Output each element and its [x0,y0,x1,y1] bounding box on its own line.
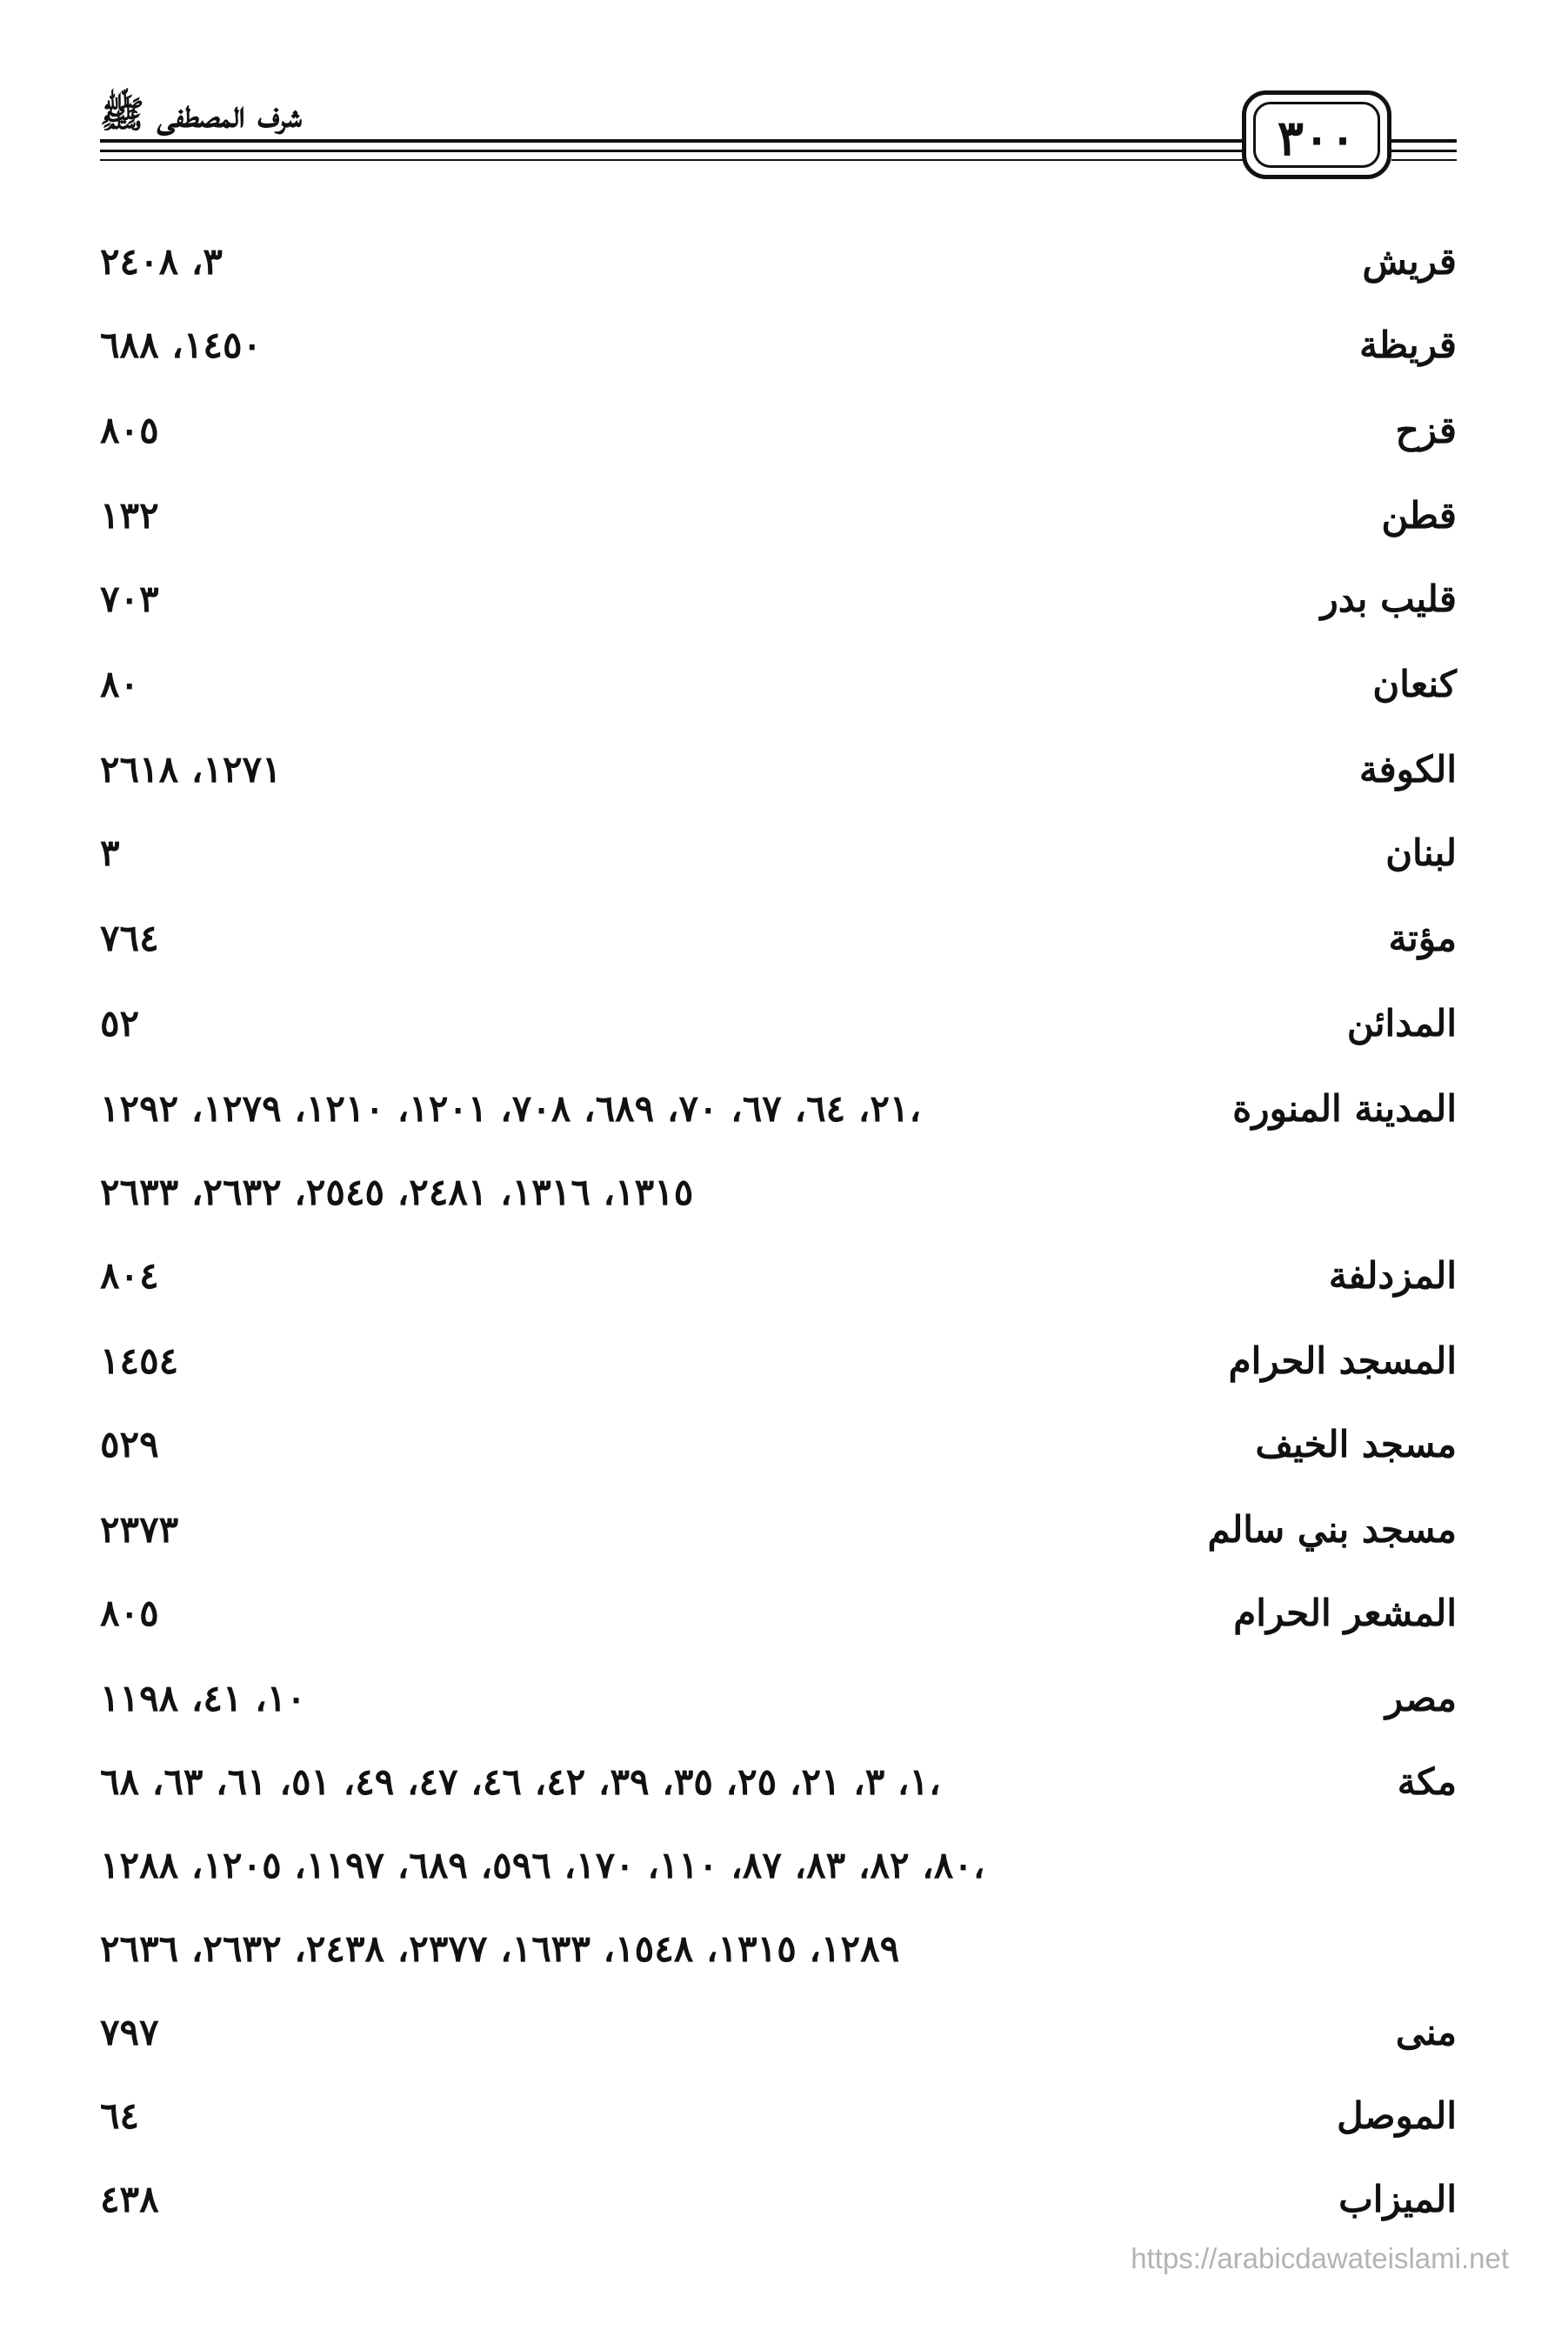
page-references: ١٤٥٤ [100,1339,179,1382]
index-entry [100,1499,1457,1578]
page-references: ٢١، ٦٤، ٦٧، ٧٠، ٦٨٩، ٧٠٨، ١٢٠١، ١٢١٠، ١٢٧٩، ١٢٩٢، [100,1087,922,1130]
index-entry [100,993,1457,1072]
page-references-continuation [100,1162,1457,1240]
page-references: ٧٦٤ [100,917,159,959]
index-term: المدائن [1346,1002,1457,1045]
page-references: ٣ [100,831,120,874]
page-references-continuation [100,1835,1457,1913]
index-entry [100,1414,1457,1492]
index-term: مسجد الخيف [1255,1423,1457,1465]
index-term: مصر [1385,1677,1457,1719]
page-references: ٨٠٥ [100,1592,159,1634]
index-term: مكة [1397,1760,1457,1803]
index-term: كنعان [1372,663,1457,705]
page-references: ١٠، ٤١، ١١٩٨ [100,1677,306,1719]
page-references: ١، ٣، ٢١، ٢٥، ٣٥، ٣٩، ٤٢، ٤٦، ٤٧، ٤٩، ٥١، ٦١، ٦٣، ٦٨، [100,1760,941,1803]
page-references: ٨٠٥ [100,409,159,451]
book-title: شرف المصطفى ﷺ [100,93,303,136]
index-entry [100,1583,1457,1661]
page-references: ٧٩٧ [100,2011,159,2053]
index-entry [100,2002,1457,2080]
index-entry [100,654,1457,732]
index-term: لبنان [1385,831,1457,874]
page-references: ١٣٢ [100,494,159,537]
website-watermark: https://arabicdawateislami.net [1131,2242,1509,2274]
page-references: ٨٠٤ [100,1254,159,1297]
page-references: ٧٠٣ [100,577,159,620]
index-entry [100,1331,1457,1409]
index-term: الميزاب [1338,2178,1457,2220]
index-term: المسجد الحرام [1228,1339,1457,1382]
page-references: ٣، ٢٤٠٨ [100,240,223,283]
index-entry [100,315,1457,393]
index-entry [100,1245,1457,1324]
index-term: قزح [1395,409,1457,451]
index-term: الكوفة [1359,748,1457,791]
index-entry [100,1668,1457,1746]
page-references-continuation [100,1919,1457,1997]
index-term: المدينة المنورة [1232,1087,1457,1130]
index-term: قريظة [1359,324,1457,366]
index-term: المزدلفة [1328,1254,1457,1297]
page-references: ١٤٥٠، ٦٨٨ [100,324,263,366]
page-references: ٨٠ [100,663,140,705]
page-references: ٤٣٨ [100,2178,159,2220]
page-references: ٢٣٧٣ [100,1508,179,1551]
index-term: مسجد بني سالم [1207,1508,1457,1551]
page-number: ٣٠٠ [1277,110,1357,167]
index-entry [100,231,1457,310]
page-references: ١٢٧١، ٢٦١٨ [100,748,282,791]
index-term: الموصل [1337,2094,1457,2137]
index-term: قليب بدر [1320,577,1457,620]
index-entry [100,485,1457,564]
index-entry [100,1078,1457,1157]
index-entry [100,823,1457,901]
index-term: قطن [1381,494,1457,537]
page-references: ٨٠، ٨٢، ٨٣، ٨٧، ١١٠، ١٧٠، ٥٩٦، ٦٨٩، ١١٩٧، ١٢٠٥، ١٢٨٨، [100,1844,985,1886]
page-references: ٥٢٩ [100,1423,159,1465]
index-term: منى [1395,2011,1457,2053]
index-term: قريش [1362,240,1457,283]
index-entry [100,739,1457,818]
index-entry [100,569,1457,647]
index-entry [100,1752,1457,1830]
page-references: ٦٤ [100,2094,140,2137]
page-references: ٥٢ [100,1002,140,1045]
index-term: المشعر الحرام [1233,1592,1457,1634]
page-references: ١٢٨٩، ١٣١٥، ١٥٤٨، ١٦٣٣، ٢٣٧٧، ٢٤٣٨، ٢٦٣٢، ٢٦٣٦ [100,1927,900,1970]
index-entry [100,400,1457,478]
index-entry [100,908,1457,986]
index-term: مؤتة [1388,917,1457,959]
page-references: ١٣١٥، ١٣١٦، ٢٤٨١، ٢٥٤٥، ٢٦٣٢، ٢٦٣٣ [100,1171,694,1213]
index-entry [100,2169,1457,2247]
index-entry [100,2086,1457,2164]
